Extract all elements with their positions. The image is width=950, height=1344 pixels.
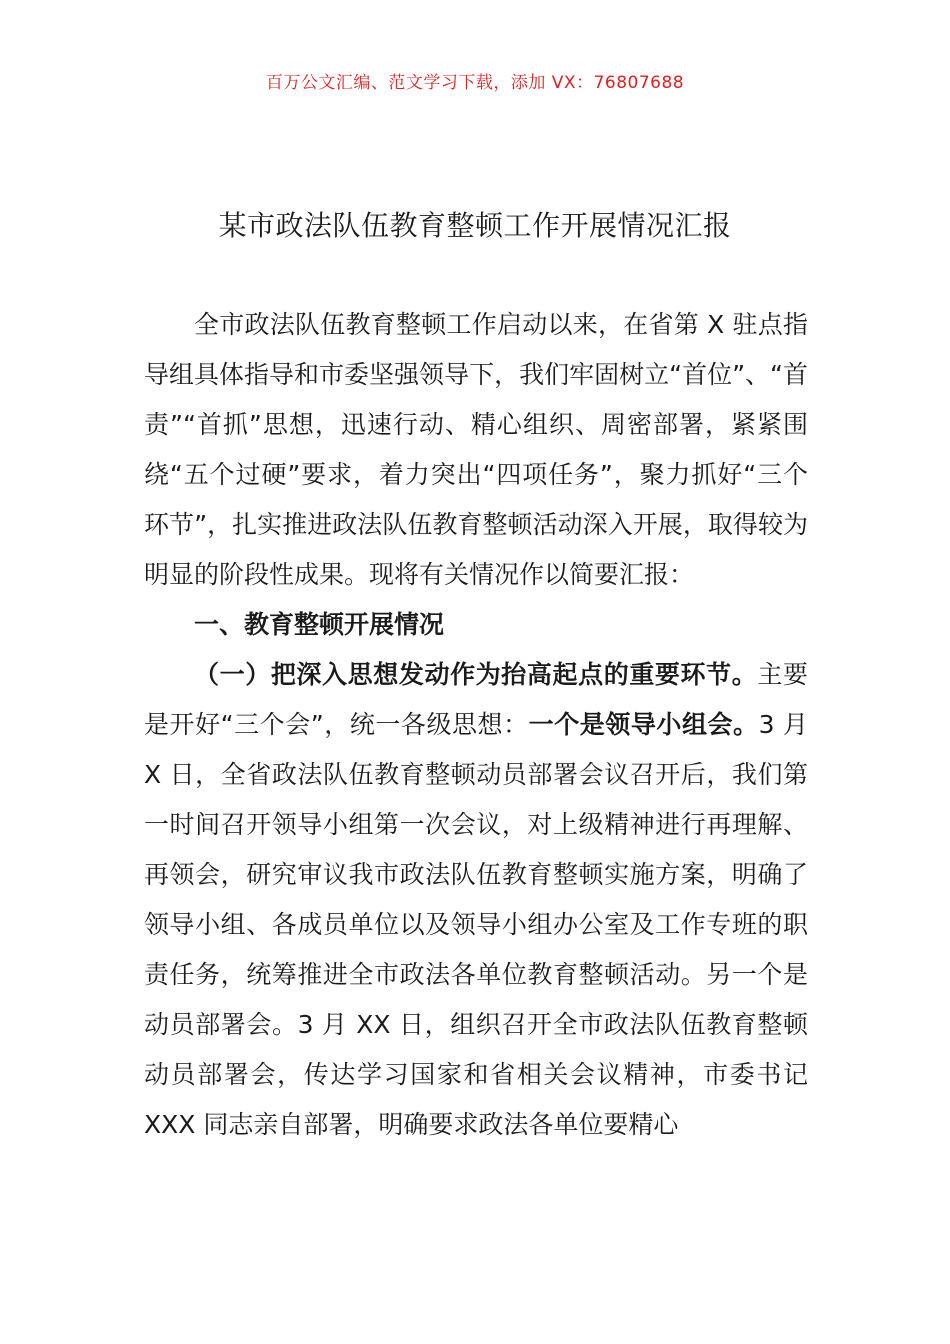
watermark-header: 百万公文汇编、范文学习下载，添加 VX：76807688 [265, 73, 685, 93]
subsection-paragraph-1 [144, 650, 808, 1150]
document-title: 某市政法队伍教育整顿工作开展情况汇报 [218, 209, 732, 242]
subsection-text-c: 3 月 X 日，全省政法队伍教育整顿动员部署会议召开后，我们第一时间召开领导小组第一次会议，对上级精神进行再理解、再领会，研究审议我市政法队伍教育整顿实施方案，明确了领导小组、各成员单位以及领导小组办公室及工作专班的职责任务，统筹推进全市政法各单位教育整顿活动。另一个是动员部署会。3 月 XX 日，组织召开全市政法队伍教育整顿动员部署会，传达学习国家和省相关会议精神，市委书记 XXX 同志亲自部署，明确要求政法各单位要精心 [144, 710, 808, 1139]
section-heading-1: 一、教育整顿开展情况 [194, 610, 445, 639]
subsection-bold-b: 一个是领导小组会。 [528, 710, 759, 739]
intro-paragraph: 全市政法队伍教育整顿工作启动以来，在省第 X 驻点指导组具体指导和市委坚强领导下，我们牢固树立“首位”、“首责”“首抓”思想，迅速行动、精心组织、周密部署，紧紧围绕“五个过硬”要求，着力突出“四项任务”，聚力抓好“三个环节”，扎实推进政法队伍教育整顿活动深入开展，取得较为明显的阶段性成果。现将有关情况作以简要汇报： [144, 310, 808, 589]
subsection-text-a: 主要是开好“三个会”，统一各级思想： [144, 660, 808, 739]
subsection-heading-1: （一）把深入思想发动作为抬高起点的重要环节。 [194, 660, 758, 689]
document-body [144, 300, 808, 1150]
